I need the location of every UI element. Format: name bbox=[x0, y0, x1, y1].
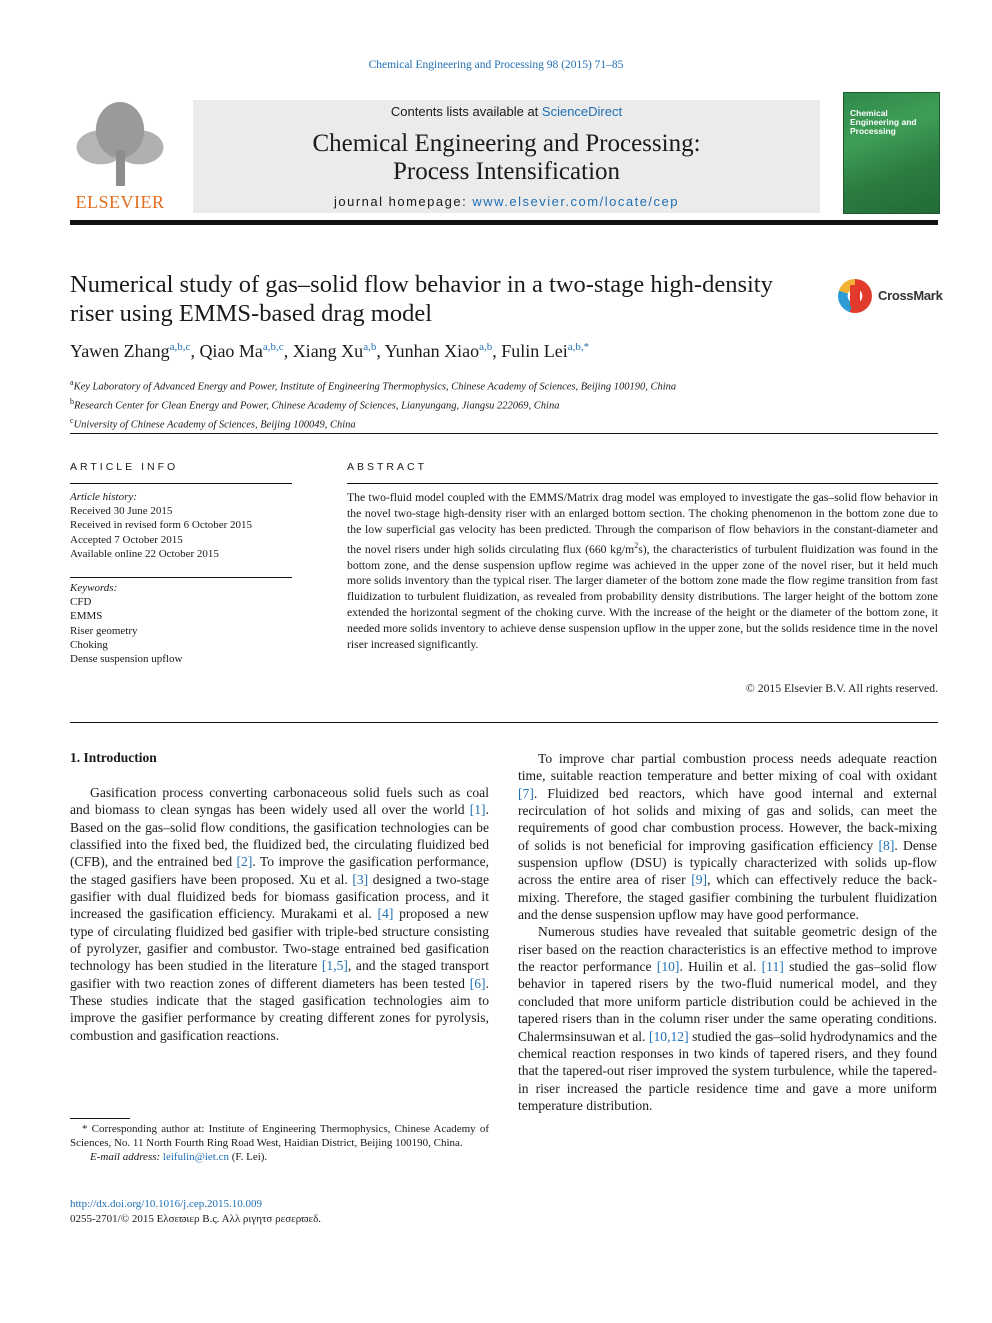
reference-link[interactable]: [3] bbox=[352, 871, 369, 887]
author-separator: , bbox=[492, 341, 502, 361]
intro-paragraph-1 bbox=[70, 784, 489, 1044]
reference-link[interactable]: [8] bbox=[878, 837, 895, 853]
history-label: Article history: bbox=[70, 491, 137, 503]
divider bbox=[70, 577, 292, 578]
email-suffix: (F. Lei). bbox=[228, 1151, 268, 1164]
cover-title: Chemical Engineering and Processing bbox=[850, 108, 917, 136]
paragraph-text: Gasification process converting carbonaceous solid fuels such as coal and biomass to clean syngas has been widely used all over the world bbox=[70, 785, 489, 818]
affiliation-item bbox=[70, 414, 938, 433]
abstract-heading: ABSTRACT bbox=[347, 461, 428, 473]
article-history bbox=[70, 490, 295, 561]
affiliation-mark: b bbox=[70, 397, 74, 406]
author-name[interactable]: Yawen Zhang bbox=[70, 341, 170, 361]
journal-cover-image[interactable] bbox=[843, 92, 940, 214]
paragraph-text: proposed a new type of circulating fluidized bed gasifier with triple-bed structure consisting of pyrolyzer, gasifier and combustor. Two-stage entrained bed gasification technology has been studied in the literature bbox=[70, 906, 489, 974]
reference-link[interactable]: [4] bbox=[377, 906, 394, 922]
history-item: Available online 22 October 2015 bbox=[70, 547, 219, 560]
section-heading: 1. Introduction bbox=[70, 750, 157, 765]
crossmark-button[interactable] bbox=[838, 279, 943, 317]
tree-logo-icon bbox=[72, 100, 168, 186]
article-title bbox=[70, 270, 830, 328]
homepage-prefix: journal homepage: bbox=[334, 194, 473, 209]
author-name[interactable]: Xiang Xu bbox=[292, 341, 364, 361]
affiliation-text: University of Chinese Academy of Sciences, Beijing 100049, China bbox=[73, 419, 356, 431]
keyword: Dense suspension upflow bbox=[70, 653, 183, 666]
footnote-divider bbox=[70, 1118, 130, 1119]
affiliation-mark: c bbox=[70, 416, 74, 425]
abstract-part1: The two-fluid model coupled with the EMMS/Matrix drag model was employed to investigate the gas–solid flow behavior in the novel two-stage high-density riser with an enlarged bottom section. The choking phenomenon in the bottom zone due to the low superficial gas velocity has been predicted. Through the comparison of flow behaviors in the constant-diameter and the novel risers under high solids circulating flux (660 kg/m bbox=[347, 491, 938, 556]
paragraph-text: . Based on the gas–solid flow conditions, the gasification technologies can be classified into the fixed bed, the fluidized bed, the circulating fluidized bed (CFB), and the entrained bed bbox=[70, 802, 489, 870]
footnote-star: * bbox=[82, 1123, 88, 1135]
paragraph-text: designed a two-stage gasifier with dual fluidized beds for biomass gasification process, and it increased the gasification efficiency. Murakami et al. bbox=[70, 871, 489, 922]
abstract-copyright: © 2015 Elsevier B.V. All rights reserved. bbox=[745, 682, 938, 695]
history-item: Received 30 June 2015 bbox=[70, 505, 173, 518]
journal-title-line2: Process Intensification bbox=[392, 158, 621, 185]
abstract-text bbox=[347, 490, 938, 653]
author-affiliation-marks[interactable]: a,b bbox=[479, 341, 493, 353]
keyword: Riser geometry bbox=[70, 624, 138, 637]
homepage-link[interactable]: www.elsevier.com/locate/cep bbox=[472, 194, 679, 209]
affiliation-text: Key Laboratory of Advanced Energy and Power, Institute of Engineering Thermophysics, Chinese Academy of Sciences, Beijing 100190, China bbox=[73, 381, 677, 393]
email-label: E-mail address: bbox=[90, 1151, 163, 1164]
paragraph-text: . Huilin et al. bbox=[679, 959, 762, 975]
author-name[interactable]: Qiao Ma bbox=[199, 341, 263, 361]
author-affiliation-marks[interactable]: a,b,c bbox=[169, 341, 191, 353]
history-item: Received in revised form 6 October 2015 bbox=[70, 519, 253, 532]
affiliation-mark: a bbox=[70, 378, 74, 387]
elsevier-wordmark: ELSEVIER bbox=[75, 192, 165, 212]
body-column-right bbox=[518, 750, 937, 1114]
footnote-text: Corresponding author at: Institute of Engineering Thermophysics, Chinese Academy of Sciences, No. 11 North Fourth Ring Road West, Haidian District, Beijing 100190, China. bbox=[70, 1123, 489, 1150]
author-separator: , bbox=[376, 341, 385, 361]
divider bbox=[70, 483, 292, 484]
history-item: Accepted 7 October 2015 bbox=[70, 533, 183, 546]
affiliation-item bbox=[70, 376, 938, 395]
journal-title bbox=[193, 130, 820, 186]
paragraph-text: To improve char partial combustion process needs adequate reaction time, suitable reaction temperature and better mixing of coal with oxidant bbox=[518, 751, 937, 784]
reference-link[interactable]: [10,12] bbox=[648, 1028, 689, 1044]
journal-homepage-line bbox=[193, 194, 820, 209]
reference-link[interactable]: [7] bbox=[518, 785, 534, 801]
reference-link[interactable]: [11] bbox=[761, 959, 784, 975]
paragraph-text: . Fluidized bed reactors, which have good internal and external recirculation of hot solids and mixing of gas and solids, can meet the requirements of good char combustion process. However, the back-mixing of solids is not beneficial for improving gasification efficiency bbox=[518, 785, 937, 853]
author-affiliation-marks[interactable]: a,b,* bbox=[567, 341, 590, 353]
author-separator: , bbox=[190, 341, 200, 361]
keyword: Choking bbox=[70, 638, 108, 651]
keyword: CFD bbox=[70, 596, 92, 609]
paragraph-text: studied the gas–solid flow behavior in tapered risers by the two-fluid numerical model, and they concluded that more uniform particle distribution could be achieved in the tapered risers than in the column riser under the same operating conditions. Chalermsinsuwan et al. bbox=[518, 959, 937, 1044]
corresponding-author-footnote bbox=[70, 1122, 489, 1165]
keyword: EMMS bbox=[70, 610, 103, 623]
author-name[interactable]: Fulin Lei bbox=[501, 341, 568, 361]
reference-link[interactable]: [10] bbox=[656, 959, 680, 975]
author-separator: , bbox=[283, 341, 293, 361]
paragraph-text: studied the gas–solid hydrodynamics and the chemical reaction responses in two kinds of tapered risers, and they found that the tapered-out riser improved the system turbulence, while the tapered-in riser increased the particle residence time and gave a more uniform temperature distribution. bbox=[518, 1028, 938, 1113]
keywords-label: Keywords: bbox=[70, 582, 118, 594]
paragraph-text: Numerous studies have revealed that suitable geometric design of the riser based on the reaction characteristics is an effective method to improve the reactor performance bbox=[518, 924, 937, 975]
crossmark-icon bbox=[838, 279, 872, 313]
journal-title-line1: Chemical Engineering and Processing: bbox=[312, 130, 701, 157]
paragraph-text: . Dense suspension upflow (DSU) is typically characterized with solids up-flow across the entire area of riser bbox=[518, 837, 937, 888]
abstract-part2: s), the characteristics of turbulent fluidization was found in the bottom zone, and the dense suspension upflow regime was achieved in the upper zone of the novel riser, but it held much more solids inventory than the typical riser. The larger diameter of the bottom zone made the flow regime transition from fast fluidization to turbulent fluidization, as revealed from probability density distributions. The larger height of the bottom zone extended the horizontal segment of the choking curve. With the increase of the height or the diameter of the bottom zone, it needed more solids inventory to achieve dense suspension upflow in the upper zone, but the solids residence time in the novel riser increased significantly. bbox=[347, 542, 938, 652]
author-list bbox=[70, 341, 938, 362]
crossmark-label: CrossMark bbox=[878, 288, 943, 303]
intro-paragraph-3 bbox=[518, 923, 937, 1114]
article-title-line1: Numerical study of gas–solid flow behavior in a two-stage high-density bbox=[70, 271, 773, 298]
body-column-left bbox=[70, 784, 489, 1044]
contents-line bbox=[193, 104, 820, 119]
keywords bbox=[70, 581, 295, 666]
issn-line: 0255-2701/© 2015 Ελσεϖιερ Β.ς. Αλλ ριγητσ ρεσερϖεδ. bbox=[70, 1213, 322, 1225]
reference-link[interactable]: [2] bbox=[236, 854, 253, 870]
abstract-superscript: 2 bbox=[634, 540, 639, 550]
journal-citation[interactable]: Chemical Engineering and Processing 98 (2015) 71–85 bbox=[368, 59, 624, 71]
article-title-line2: riser using EMMS-based drag model bbox=[70, 300, 432, 327]
article-info-heading: ARTICLE INFO bbox=[70, 461, 179, 473]
doi-link[interactable]: http://dx.doi.org/10.1016/j.cep.2015.10.009 bbox=[70, 1198, 262, 1210]
email-link[interactable]: leifulin@iet.cn bbox=[162, 1151, 229, 1164]
paragraph-text: , and the staged transport gasifier with two reaction zones of different diameters has been tested bbox=[70, 958, 489, 991]
contents-prefix: Contents lists available at bbox=[390, 104, 542, 119]
author-affiliation-marks[interactable]: a,b bbox=[363, 341, 377, 353]
author-name[interactable]: Yunhan Xiao bbox=[384, 341, 480, 361]
intro-paragraph-2 bbox=[518, 750, 937, 923]
affiliation-item bbox=[70, 395, 938, 414]
elsevier-logo bbox=[70, 100, 170, 214]
paragraph-text: . These studies indicate that the staged gasification technologies aim to improve the gasifier performance by creating different zones for pyrolysis, combustion and gasification reactions. bbox=[70, 975, 489, 1043]
affiliation-text: Research Center for Clean Energy and Power, Chinese Academy of Sciences, Lianyungang, Jiangsu 222069, China bbox=[74, 400, 560, 412]
paragraph-text: , which can effectively reduce the back-mixing. Therefore, the staged gasifier combining the turbulent fluidization and the dense suspension upflow may have good performance. bbox=[518, 872, 937, 923]
reference-link[interactable]: [1] bbox=[469, 802, 486, 818]
affiliation-list bbox=[70, 376, 938, 433]
divider bbox=[70, 433, 938, 434]
author-affiliation-marks[interactable]: a,b,c bbox=[262, 341, 284, 353]
sciencedirect-link[interactable]: ScienceDirect bbox=[541, 104, 623, 119]
paragraph-text: . To improve the gasification performance, the staged gasifiers have been proposed. Xu et al. bbox=[70, 854, 490, 887]
header-divider bbox=[70, 220, 938, 225]
reference-link[interactable]: [6] bbox=[469, 975, 486, 991]
divider bbox=[70, 722, 938, 723]
reference-link[interactable]: [9] bbox=[691, 872, 708, 888]
divider bbox=[347, 483, 938, 484]
reference-link[interactable]: [1,5] bbox=[321, 958, 348, 974]
